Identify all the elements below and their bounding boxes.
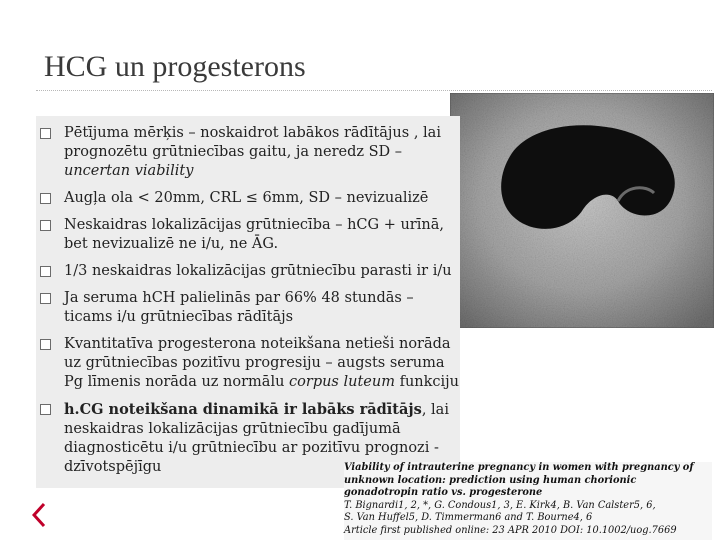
citation-title: Viability of intrauterine pregnancy in women with pregnancy of unknown location: prediction using human chorionic gonadotropin ratio vs. progesterone [344,462,694,498]
square-bullet-icon [40,293,51,304]
citation-authors: T. Bignardi1, 2, *, G. Condous1, 3, E. Kirk4, B. Van Calster5, 6, [344,499,656,511]
bullet-list [36,124,466,485]
square-bullet-icon [40,220,51,231]
square-bullet-icon [40,404,51,415]
nav-back-arrow-icon[interactable] [32,502,46,528]
list-item: 1/3 neskaidras lokalizācijas grūtniecību parasti ir i/u [36,262,466,281]
square-bullet-icon [40,266,51,277]
list-item: Ja seruma hCH palielinās par 66% 48 stundās – ticams i/u grūtniecības rādītājs [36,289,466,327]
list-item: Neskaidras lokalizācijas grūtniecība – hCG + urīnā, bet nevizualizē ne i/u, ne ĀG. [36,216,466,254]
square-bullet-icon [40,339,51,350]
square-bullet-icon [40,128,51,139]
list-item: Augļa ola < 20mm, CRL ≤ 6mm, SD – nevizualizē [36,189,466,208]
title-divider [36,90,712,91]
square-bullet-icon [40,193,51,204]
list-item: h.CG noteikšana dinamikā ir labāks rādītājs, lai neskaidras lokalizācijas grūtniecību gadījumā diagnosticētu i/u grūtniecību ar pozitīvu prognozi - dzīvotspējīgu [36,400,466,477]
list-item: Kvantitatīva progesterona noteikšana netieši norāda uz grūtniecības pozitīvu progresiju – augsts seruma Pg līmenis norāda uz normālu corpus luteum funkciju [36,335,466,392]
list-item: Pētījuma mērķis – noskaidrot labākos rādītājus , lai prognozētu grūtniecības gaitu, ja neredz SD – uncertan viability [36,124,466,181]
ultrasound-image [450,93,714,328]
citation-box [344,462,712,540]
slide-title: HCG un progesterons [44,50,306,83]
citation-published: Article first published online: 23 APR 2010 DOI: 10.1002/uog.7669 [344,524,677,536]
citation-authors: S. Van Huffel5, D. Timmerman6 and T. Bourne4, 6 [344,512,593,523]
